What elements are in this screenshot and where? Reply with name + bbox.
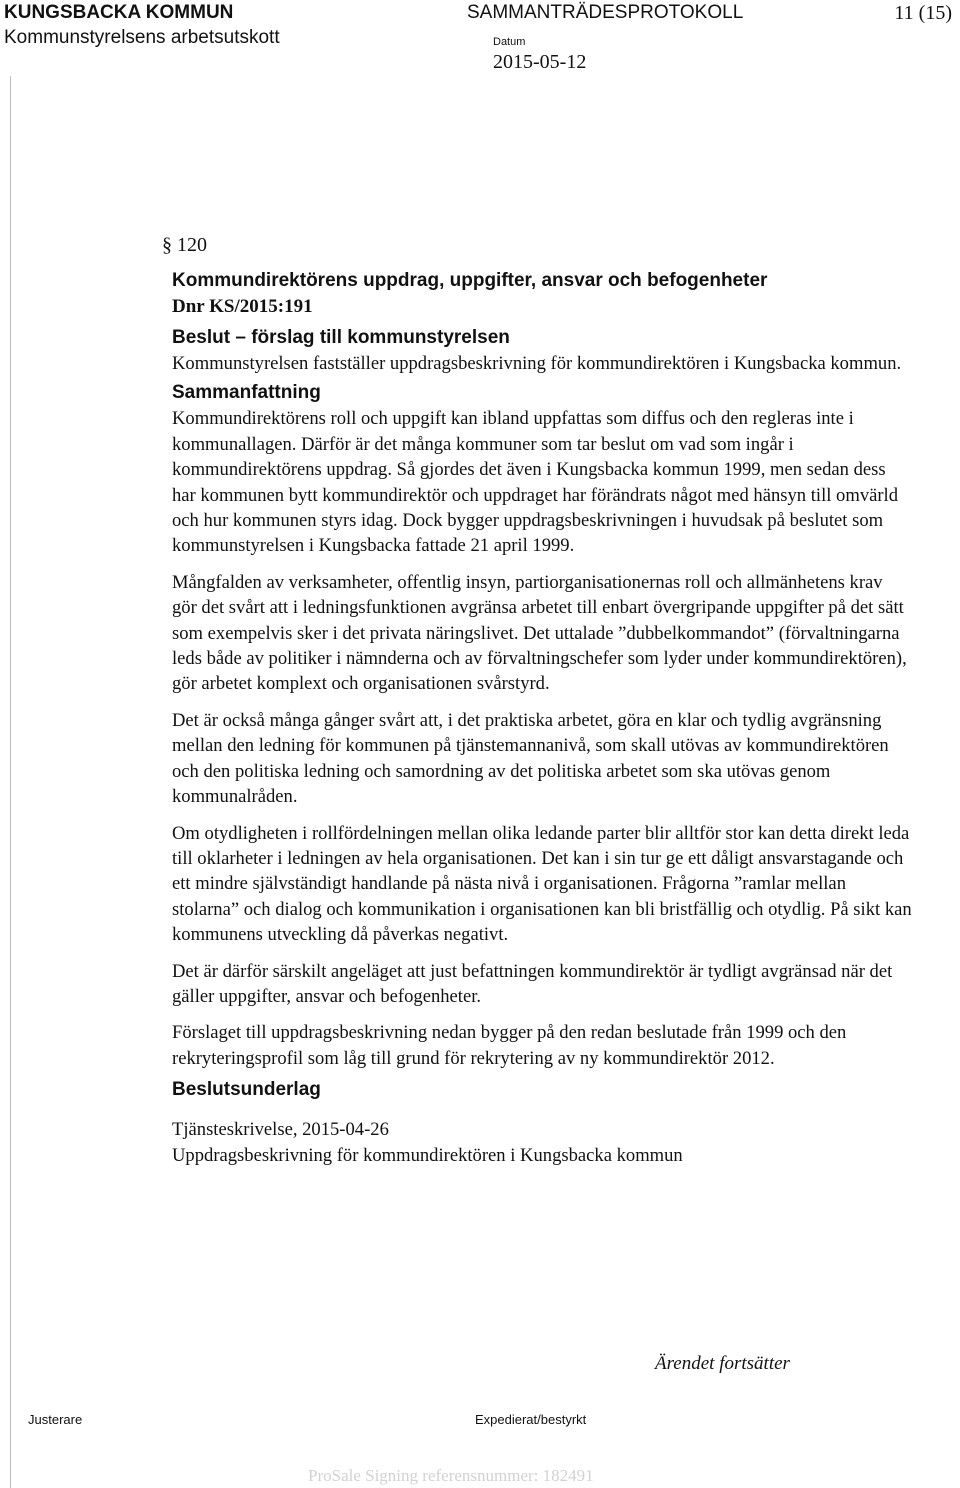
basis-item: Uppdragsbeskrivning för kommundirektören i Kungsbacka kommun [172, 1144, 683, 1166]
protocol-section [162, 232, 912, 1168]
continued-note: Ärendet fortsätter [655, 1353, 790, 1374]
expedierat-label: Expedierat/bestyrkt [475, 1412, 587, 1427]
summary-heading: Sammanfattning [172, 382, 321, 404]
document-type: SAMMANTRÄDESPROTOKOLL [467, 2, 744, 23]
summary-paragraph: Om otydligheten i rollfördelningen mellan olika ledande parter blir alltför stor kan detta direkt leda till oklarheter i ledningen av hela organisationen. Det kan i sin tur ge ett dåligt ansvarstagande och ett mindre självständigt handlande på nästa nivå i organisationen. Frågorna ”ramlar mellan stolarna” och dialog och kommunikation i organisationen kan bli bristfällig och otydlig. På sikt kan kommunens utveckling då påverkas negativt. [172, 822, 912, 946]
decision-heading: Beslut – förslag till kommunstyrelsen [172, 327, 510, 348]
summary-paragraph: Förslaget till uppdragsbeskrivning nedan bygger på den redan beslutade från 1999 och den rekryteringsprofil som låg till grund för rekrytering av ny kommundirektör 2012. [172, 1022, 847, 1069]
decision-text: Kommunstyrelsen fastställer uppdragsbeskrivning för kommundirektören i Kungsbacka kommun. [172, 353, 902, 374]
date-label: Datum [493, 36, 526, 48]
meeting-date: 2015-05-12 [493, 51, 587, 73]
basis-heading: Beslutsunderlag [172, 1079, 321, 1101]
justerare-label: Justerare [28, 1412, 83, 1427]
summary-paragraph: Det är också många gånger svårt att, i det praktiska arbetet, göra en klar och tydlig avgränsning mellan den ledning för kommunen på tjänstemannanivå, som skall utövas av kommundirektören och den politiska ledning och samordning av det politiska arbetet som ska utövas genom kommunalråden. [172, 709, 889, 808]
committee-name: Kommunstyrelsens arbetsutskott [4, 27, 280, 48]
margin-rule [10, 76, 11, 1488]
section-number: § 120 [162, 234, 207, 256]
organization-name: KUNGSBACKA KOMMUN [4, 2, 234, 23]
signing-watermark: ProSale Signing referensnummer: 182491 [308, 1466, 594, 1485]
case-number: Dnr KS/2015:191 [172, 296, 313, 317]
summary-paragraph: Mångfalden av verksamheter, offentlig insyn, partiorganisationernas roll och allmänhetens krav gör det svårt att i ledningsfunktionen avgränsa arbetet till enbart övergripande uppgifter på det sätt som exempelvis sker i det privata näringslivet. Det uttalade ”dubbelkommandot” (förvaltningarna leds både av politiker i nämnderna och av förvaltningschefer som lyder under kommundirektören), gör arbetet komplext och organisationen svårstyrd. [172, 571, 907, 695]
basis-item: Tjänsteskrivelse, 2015-04-26 [172, 1119, 389, 1141]
summary-paragraph: Kommundirektörens roll och uppgift kan ibland uppfattas som diffus och den regleras inte i kommunallagen. Därför är det många kommuner som tar beslut om vad som ingår i kommundirektörens uppdrag. Så gjordes det även i Kungsbacka kommun 1999, men sedan dess har kommunen bytt kommundirektör och uppdraget har förändrats något med hänsyn till omvärld och hur kommunen styrs idag. Dock bygger uppdragsbeskrivningen i huvudsak på beslutet som kommunstyrelsen i Kungsbacka fattade 21 april 1999. [172, 408, 899, 557]
page-number: 11 (15) [894, 2, 952, 24]
section-title: Kommundirektörens uppdrag, uppgifter, ansvar och befogenheter [172, 270, 768, 291]
summary-paragraph: Det är därför särskilt angeläget att just befattningen kommundirektör är tydligt avgränsad när det gäller uppgifter, ansvar och befogenheter. [172, 960, 893, 1007]
